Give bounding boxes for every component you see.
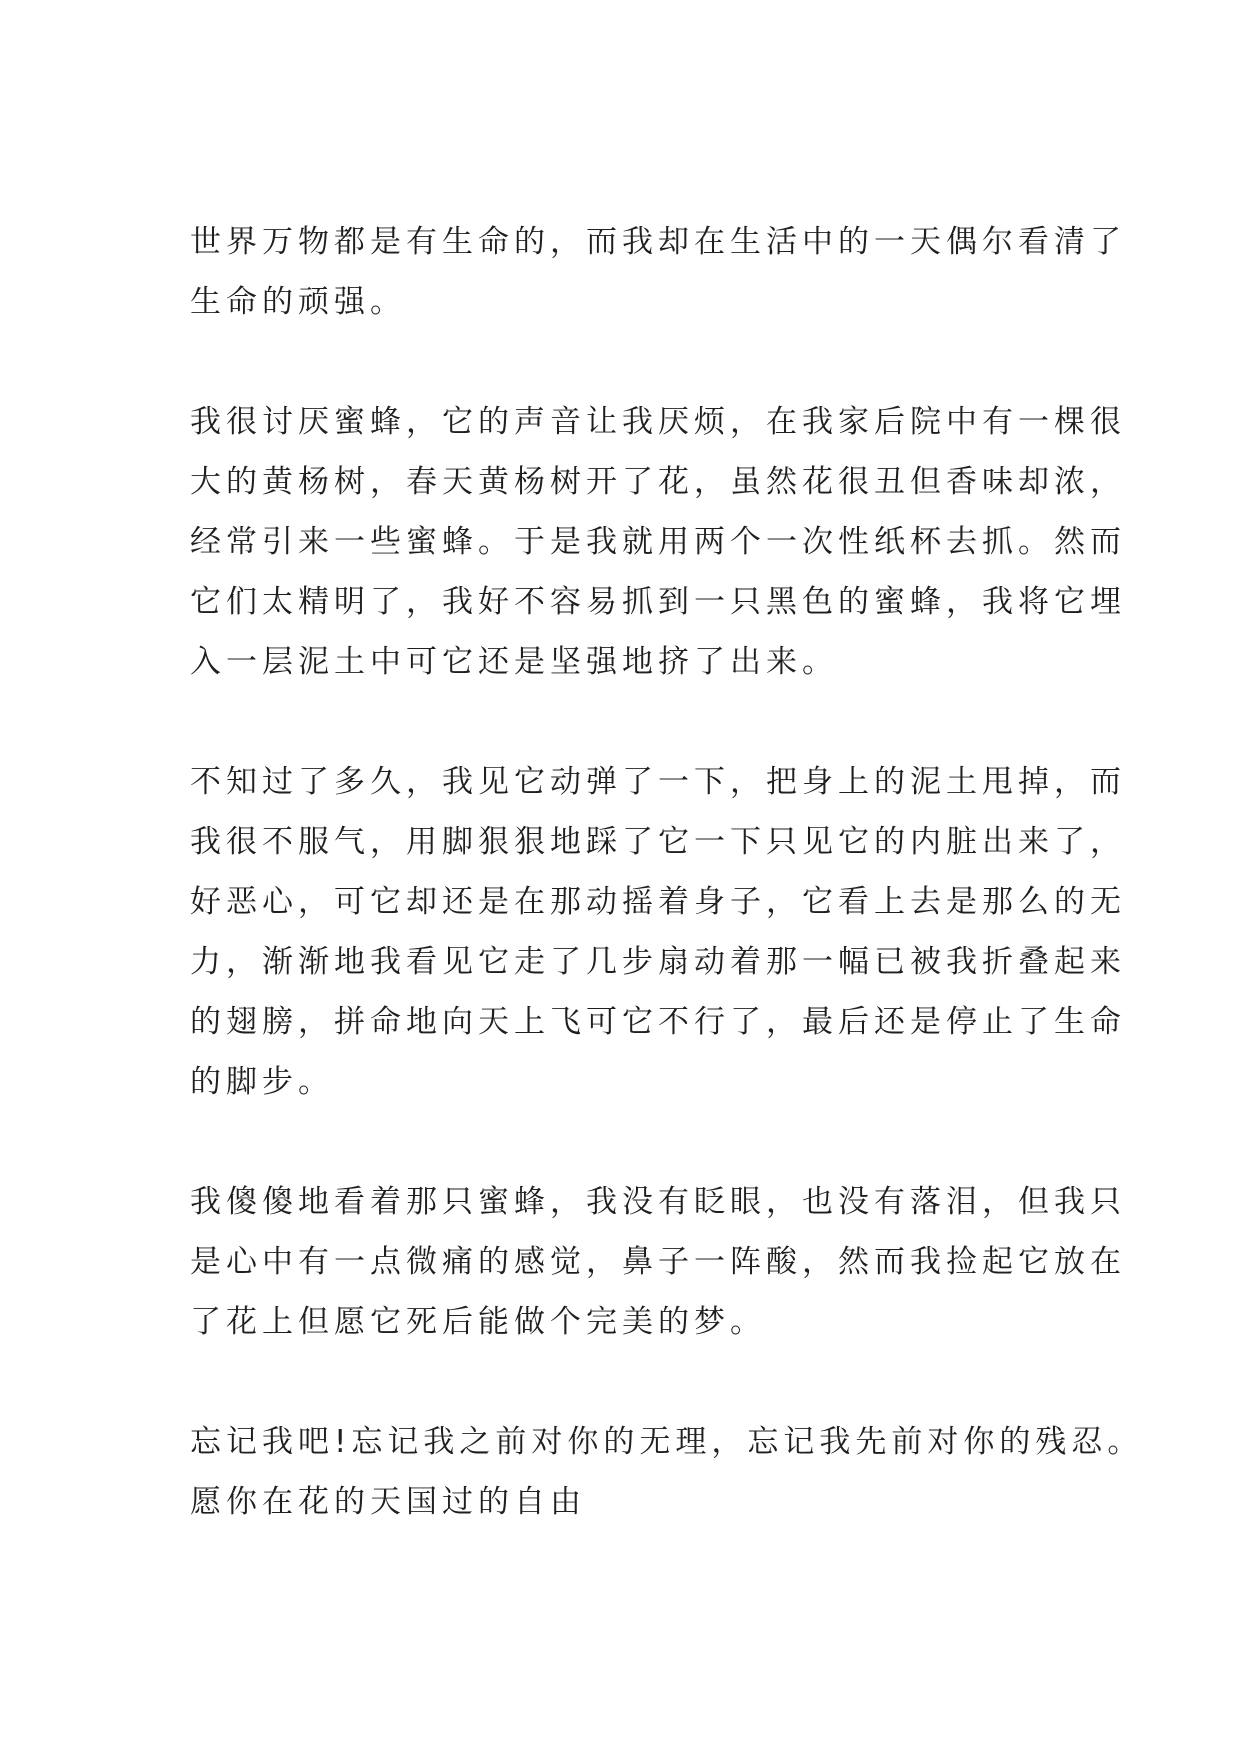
text-line: 入一层泥土中可它还是坚强地挤了出来。: [190, 644, 838, 680]
text-line: 是心中有一点微痛的感觉，鼻子一阵酸，然而我捡起它放在: [190, 1244, 1126, 1280]
text-line: 我傻傻地看着那只蜜蜂，我没有眨眼，也没有落泪，但我只: [190, 1184, 1126, 1220]
text-line: 世界万物都是有生命的，而我却在生活中的一天偶尔看清了: [190, 224, 1126, 260]
text-line: 力，渐渐地我看见它走了几步扇动着那一幅已被我折叠起来: [190, 944, 1126, 980]
text-line: 经常引来一些蜜蜂。于是我就用两个一次性纸杯去抓。然而: [190, 524, 1126, 560]
text-line: 好恶心，可它却还是在那动摇着身子，它看上去是那么的无: [190, 884, 1126, 920]
essay-body: [190, 212, 1144, 1592]
paragraph-5: [190, 1412, 1144, 1532]
text-line: 了花上但愿它死后能做个完美的梦。: [190, 1304, 766, 1340]
paragraph-4: [190, 1172, 1126, 1352]
paragraph-1: [190, 212, 1126, 332]
text-line: 我很讨厌蜜蜂，它的声音让我厌烦，在我家后院中有一棵很: [190, 404, 1126, 440]
text-line: 不知过了多久，我见它动弹了一下，把身上的泥土甩掉，而: [190, 764, 1126, 800]
text-line: 它们太精明了，我好不容易抓到一只黑色的蜜蜂，我将它埋: [190, 584, 1126, 620]
text-line: 大的黄杨树，春天黄杨树开了花，虽然花很丑但香味却浓，: [190, 464, 1126, 500]
text-line: 的翅膀，拼命地向天上飞可它不行了，最后还是停止了生命: [190, 1004, 1126, 1040]
text-line: 忘记我吧!忘记我之前对你的无理，忘记我先前对你的残忍。: [190, 1424, 1144, 1460]
text-line: 愿你在花的天国过的自由: [190, 1484, 586, 1520]
text-line: 生命的顽强。: [190, 284, 406, 320]
paragraph-3: [190, 752, 1126, 1112]
text-line: 我很不服气，用脚狠狠地踩了它一下只见它的内脏出来了，: [190, 824, 1126, 860]
text-line: 的脚步。: [190, 1064, 334, 1100]
paragraph-2: [190, 392, 1126, 692]
